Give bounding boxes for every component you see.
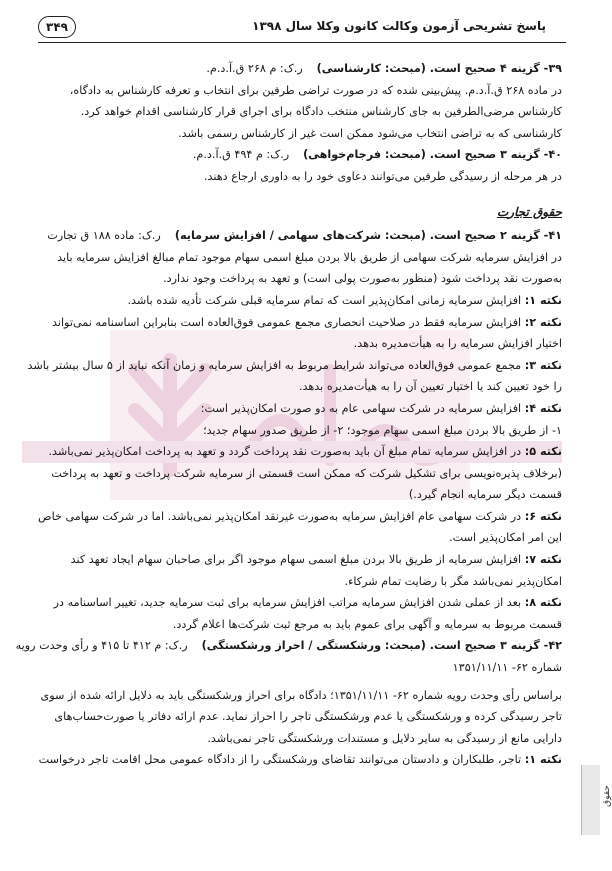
body-text: دارایی مانع از رسیدگی به سایر دلایل و مستندات ورشکستگی تاجر نمی‌باشد. bbox=[207, 731, 562, 745]
body-text: بعد از عملی شدن افزایش سرمایه مراتب افزایش سرمایه برای ثبت سرمایه جدید، تغییر اساسنامه در bbox=[53, 596, 525, 610]
body-text: قسمت دیگر سرمایه انجام گیرد.) bbox=[408, 488, 562, 502]
body-text: ۱- از طریق بالا بردن مبلغ اسمی سهام موجود؛ ۲- از طریق صدور سهام جدید؛ bbox=[203, 423, 562, 437]
text-line bbox=[22, 706, 562, 728]
body-text: مجمع عمومی فوق‌العاده می‌تواند شرایط مربوط به افزایش سرمایه و زمان آنکه نباید از ۵ سال بیشتر باشد bbox=[27, 358, 525, 372]
bold-text: نکته ۵: bbox=[524, 445, 562, 459]
text-line bbox=[22, 463, 562, 485]
text-line bbox=[22, 506, 562, 528]
text-line bbox=[22, 58, 562, 80]
reference-text: ر.ک: م ۴۱۲ تا ۴۱۵ و رأی وحدت رویه bbox=[15, 639, 188, 653]
reference-text: ر.ک: ماده ۱۸۸ ق تجارت bbox=[47, 229, 161, 243]
body-text: تاجر رسیدگی کرده و ورشکستگی یا عدم ورشکستگی تاجر را احراز نماید. عدم ارائه دفاتر یا صورت‌حساب‌های bbox=[54, 710, 562, 724]
bold-text: نکته ۱: bbox=[524, 293, 562, 307]
body-text: را خود تعیین کند یا اختیار تعیین آن را به هیأت‌مدیره بدهد. bbox=[298, 380, 562, 394]
text-line bbox=[22, 398, 562, 420]
side-tab-label: حقوق bbox=[602, 785, 612, 807]
text-line bbox=[22, 685, 562, 707]
text-line bbox=[22, 333, 562, 355]
page-number: ۳۴۹ bbox=[38, 16, 76, 38]
text-line bbox=[22, 290, 562, 312]
bold-text: ۴۲- گزینه ۳ صحیح است. (مبحث: ورشکستگی / احراز ورشکستگی) bbox=[201, 639, 562, 653]
bold-text: نکته ۲: bbox=[524, 315, 562, 329]
body-text: در افزایش سرمایه شرکت سهامی از طریق بالا بردن مبلغ اسمی سهام موجود تمام مبالغ افزایش سرمایه باید bbox=[57, 250, 562, 264]
bold-text: نکته ۴: bbox=[524, 401, 562, 415]
body-text: شماره ۶۲- ۱۳۵۱/۱۱/۱۱ bbox=[452, 661, 562, 675]
text-line bbox=[22, 268, 562, 290]
body-text: در ماده ۲۶۸ ق.آ.د.م. پیش‌بینی شده که در صورت تراضی طرفین برای انتخاب و تعرفه کارشناس به دادگاه، bbox=[69, 83, 562, 97]
text-line bbox=[22, 80, 562, 102]
body-text: کارشناسی که به تراضی انتخاب می‌شود ممکن است غیر از کارشناس رسمی باشد. bbox=[178, 126, 562, 140]
body-text: در هر مرحله از رسیدگی طرفین می‌توانند دعاوی خود را به داوری ارجاع دهند. bbox=[203, 169, 562, 183]
text-line bbox=[22, 549, 562, 571]
body-text: قسمت مربوط به سرمایه و آگهی برای عموم باید به مرجع ثبت شرکت‌ها اعلام گردد. bbox=[172, 617, 562, 631]
text-line bbox=[22, 101, 562, 123]
text-line bbox=[22, 571, 562, 593]
bold-text: ۴۰- گزینه ۳ صحیح است. (مبحث: فرجام‌خواهی) bbox=[303, 148, 562, 162]
body-text: (برخلاف پذیره‌نویسی برای تشکیل شرکت که ممکن است قسمتی از سرمایه شرکت پرداخت و تعهد به پرداخت bbox=[51, 466, 562, 480]
body-text: امکان‌پذیر نمی‌باشد مگر با رضایت تمام شرکاء. bbox=[344, 574, 562, 588]
bold-text: نکته ۳: bbox=[524, 358, 562, 372]
text-line bbox=[22, 166, 562, 188]
body-text: در افزایش سرمایه تمام مبلغ آن باید به‌صورت نقد پرداخت گردد و تعهد به پرداخت امکان‌پذیر نمی‌باشد. bbox=[48, 445, 525, 459]
text-line bbox=[22, 420, 562, 442]
body-text: افزایش سرمایه از طریق بالا بردن مبلغ اسمی سهام موجود اگر برای صاحبان سهام ایجاد تعهد کند bbox=[70, 553, 525, 567]
text-line bbox=[22, 225, 562, 247]
text-line bbox=[22, 728, 562, 750]
text-line bbox=[22, 144, 562, 166]
text-line bbox=[22, 484, 562, 506]
body-text: افزایش سرمایه در شرکت سهامی عام به دو صورت امکان‌پذیر است: bbox=[200, 401, 525, 415]
reference-text: ر.ک: م ۴۹۴ ق.آ.د.م. bbox=[192, 148, 290, 162]
text-line bbox=[22, 441, 562, 463]
bold-text: نکته ۶: bbox=[524, 509, 562, 523]
text-line bbox=[22, 749, 562, 771]
body-text: در شرکت سهامی عام افزایش سرمایه به‌صورت غیرنقد امکان‌پذیر نمی‌باشد. اما در شرکت سهامی خاص bbox=[38, 509, 525, 523]
body-text: افزایش سرمایه فقط در صلاحیت انحصاری مجمع عمومی فوق‌العاده است بنابراین اساسنامه نمی‌تواند bbox=[51, 315, 525, 329]
body-text: اختیار افزایش سرمایه را به هیأت‌مدیره بدهد. bbox=[353, 337, 562, 351]
body-text: افزایش سرمایه زمانی امکان‌پذیر است که تمام سرمایه قبلی شرکت تأدیه شده باشد. bbox=[127, 293, 525, 307]
text-line bbox=[22, 614, 562, 636]
body-text: براساس رأی وحدت رویه شماره ۶۲- ۱۳۵۱/۱۱/۱۱؛ دادگاه برای احراز ورشکستگی باید به دلایل ارائه شده از سوی bbox=[40, 688, 562, 702]
text-line bbox=[22, 527, 562, 549]
body-text: کارشناس مرضی‌الطرفین به جای کارشناس منتخب دادگاه برای اجرای قرار کارشناسی اقدام خواهد کرد. bbox=[80, 105, 562, 119]
header-title: پاسخ تشریحی آزمون وکالت کانون وکلا سال ۱۳۹۸ bbox=[252, 19, 546, 33]
text-line bbox=[22, 312, 562, 334]
bold-text: نکته ۷: bbox=[524, 553, 562, 567]
page-header bbox=[38, 14, 566, 43]
bold-text: نکته ۱: bbox=[524, 753, 562, 767]
bold-text: نکته ۸: bbox=[524, 596, 562, 610]
text-line bbox=[22, 355, 562, 377]
side-tab bbox=[581, 765, 612, 835]
text-line bbox=[22, 123, 562, 145]
body-text: این امر امکان‌پذیر است. bbox=[449, 531, 562, 545]
body-text: تاجر، طلبکاران و دادستان می‌توانند تقاضای ورشکستگی را از دادگاه عمومی محل اقامت تاجر درخواست bbox=[38, 753, 525, 767]
bold-text: ۴۱- گزینه ۲ صحیح است. (مبحث: شرکت‌های سهامی / افزایش سرمایه) bbox=[174, 229, 562, 243]
text-line bbox=[22, 376, 562, 398]
text-line bbox=[15, 635, 562, 657]
text-line bbox=[22, 657, 562, 679]
text-line bbox=[22, 247, 562, 269]
bold-text: ۳۹- گزینه ۴ صحیح است. (مبحث: کارشناسی) bbox=[316, 62, 562, 75]
text-line bbox=[22, 592, 562, 614]
section-title: حقوق تجارت bbox=[496, 204, 562, 219]
body-text: به‌صورت نقد پرداخت شود (منظور به‌صورت پولی است) و تعهد به پرداخت وجود ندارد. bbox=[163, 272, 562, 286]
reference-text: ر.ک: م ۲۶۸ ق.آ.د.م. bbox=[206, 62, 303, 75]
document-body bbox=[15, 58, 562, 771]
